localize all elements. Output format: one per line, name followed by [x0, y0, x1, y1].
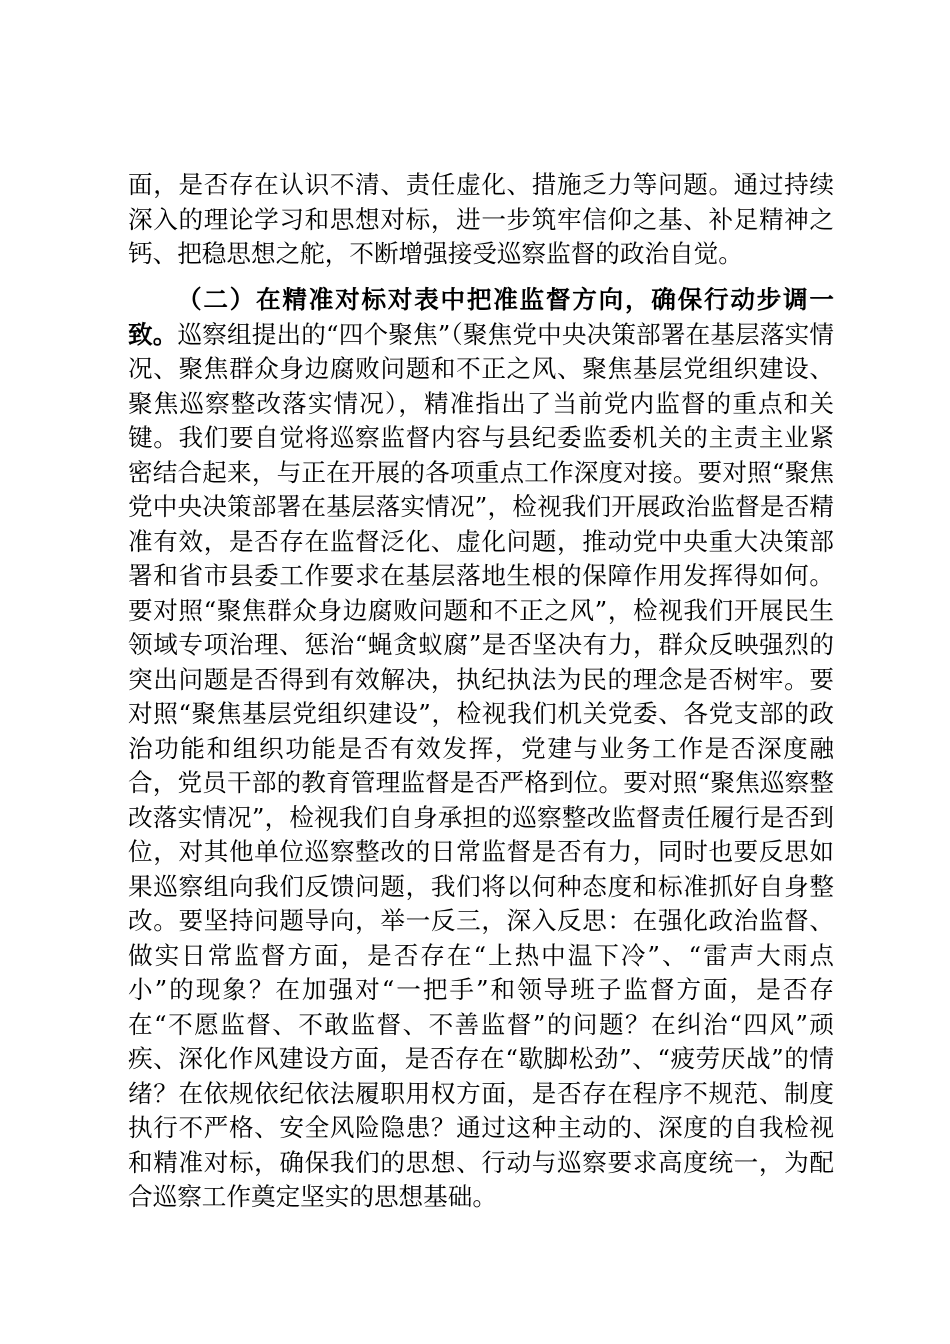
section-two-heading: （二）在精准对标对表中把准监督方向，确保行动步调一致。 [128, 285, 834, 349]
section-two-body: 巡察组提出的“四个聚焦”（聚焦党中央决策部署在基层落实情况、聚焦群众身边腐败问题和不正之风、聚焦基层党组织建设、聚焦巡察整改落实情况），精准指出了当前党内监督的重点和关键。我们要自觉将巡察监督内容与县纪委监委机关的主责主业紧密结合起来，与正在开展的各项重点工作深度对接。要对照“聚焦党中央决策部署在基层落实情况”，检视我们开展政治监督是否精准有效，是否存在监督泛化、虚化问题，推动党中央重大决策部署和省市县委工作要求在基层落地生根的保障作用发挥得如何。要对照“聚焦群众身边腐败问题和不正之风”，检视我们开展民生领域专项治理、惩治“蝇贪蚁腐”是否坚决有力，群众反映强烈的突出问题是否得到有效解决，执纪执法为民的理念是否树牢。要对照“聚焦基层党组织建设”，检视我们机关党委、各党支部的政治功能和组织功能是否有效发挥，党建与业务工作是否深度融合，党员干部的教育管理监督是否严格到位。要对照“聚焦巡察整改落实情况”，检视我们自身承担的巡察整改监督责任履行是否到位，对其他单位巡察整改的日常监督是否有力，同时也要反思如果巡察组向我们反馈问题，我们将以何种态度和标准抓好自身整改。要坚持问题导向，举一反三，深入反思：在强化政治监督、做实日常监督方面，是否存在“上热中温下冷”、“雷声大雨点小”的现象？在加强对“一把手”和领导班子监督方面，是否存在“不愿监督、不敢监督、不善监督”的问题？在纠治“四风”顽疾、深化作风建设方面，是否存在“歇脚松劲”、“疲劳厌战”的情绪？在依规依纪依法履职用权方面，是否存在程序不规范、制度执行不严格、安全风险隐患？通过这种主动的、深度的自我检视和精准对标，确保我们的思想、行动与巡察要求高度统一，为配合巡察工作奠定坚实的思想基础。 [128, 319, 834, 1211]
paragraph-section-two [128, 283, 834, 1215]
paragraph-continuation: 面，是否存在认识不清、责任虚化、措施乏力等问题。通过持续深入的理论学习和思想对标，进一步筑牢信仰之基、补足精神之钙、把稳思想之舵，不断增强接受巡察监督的政治自觉。 [128, 170, 834, 268]
